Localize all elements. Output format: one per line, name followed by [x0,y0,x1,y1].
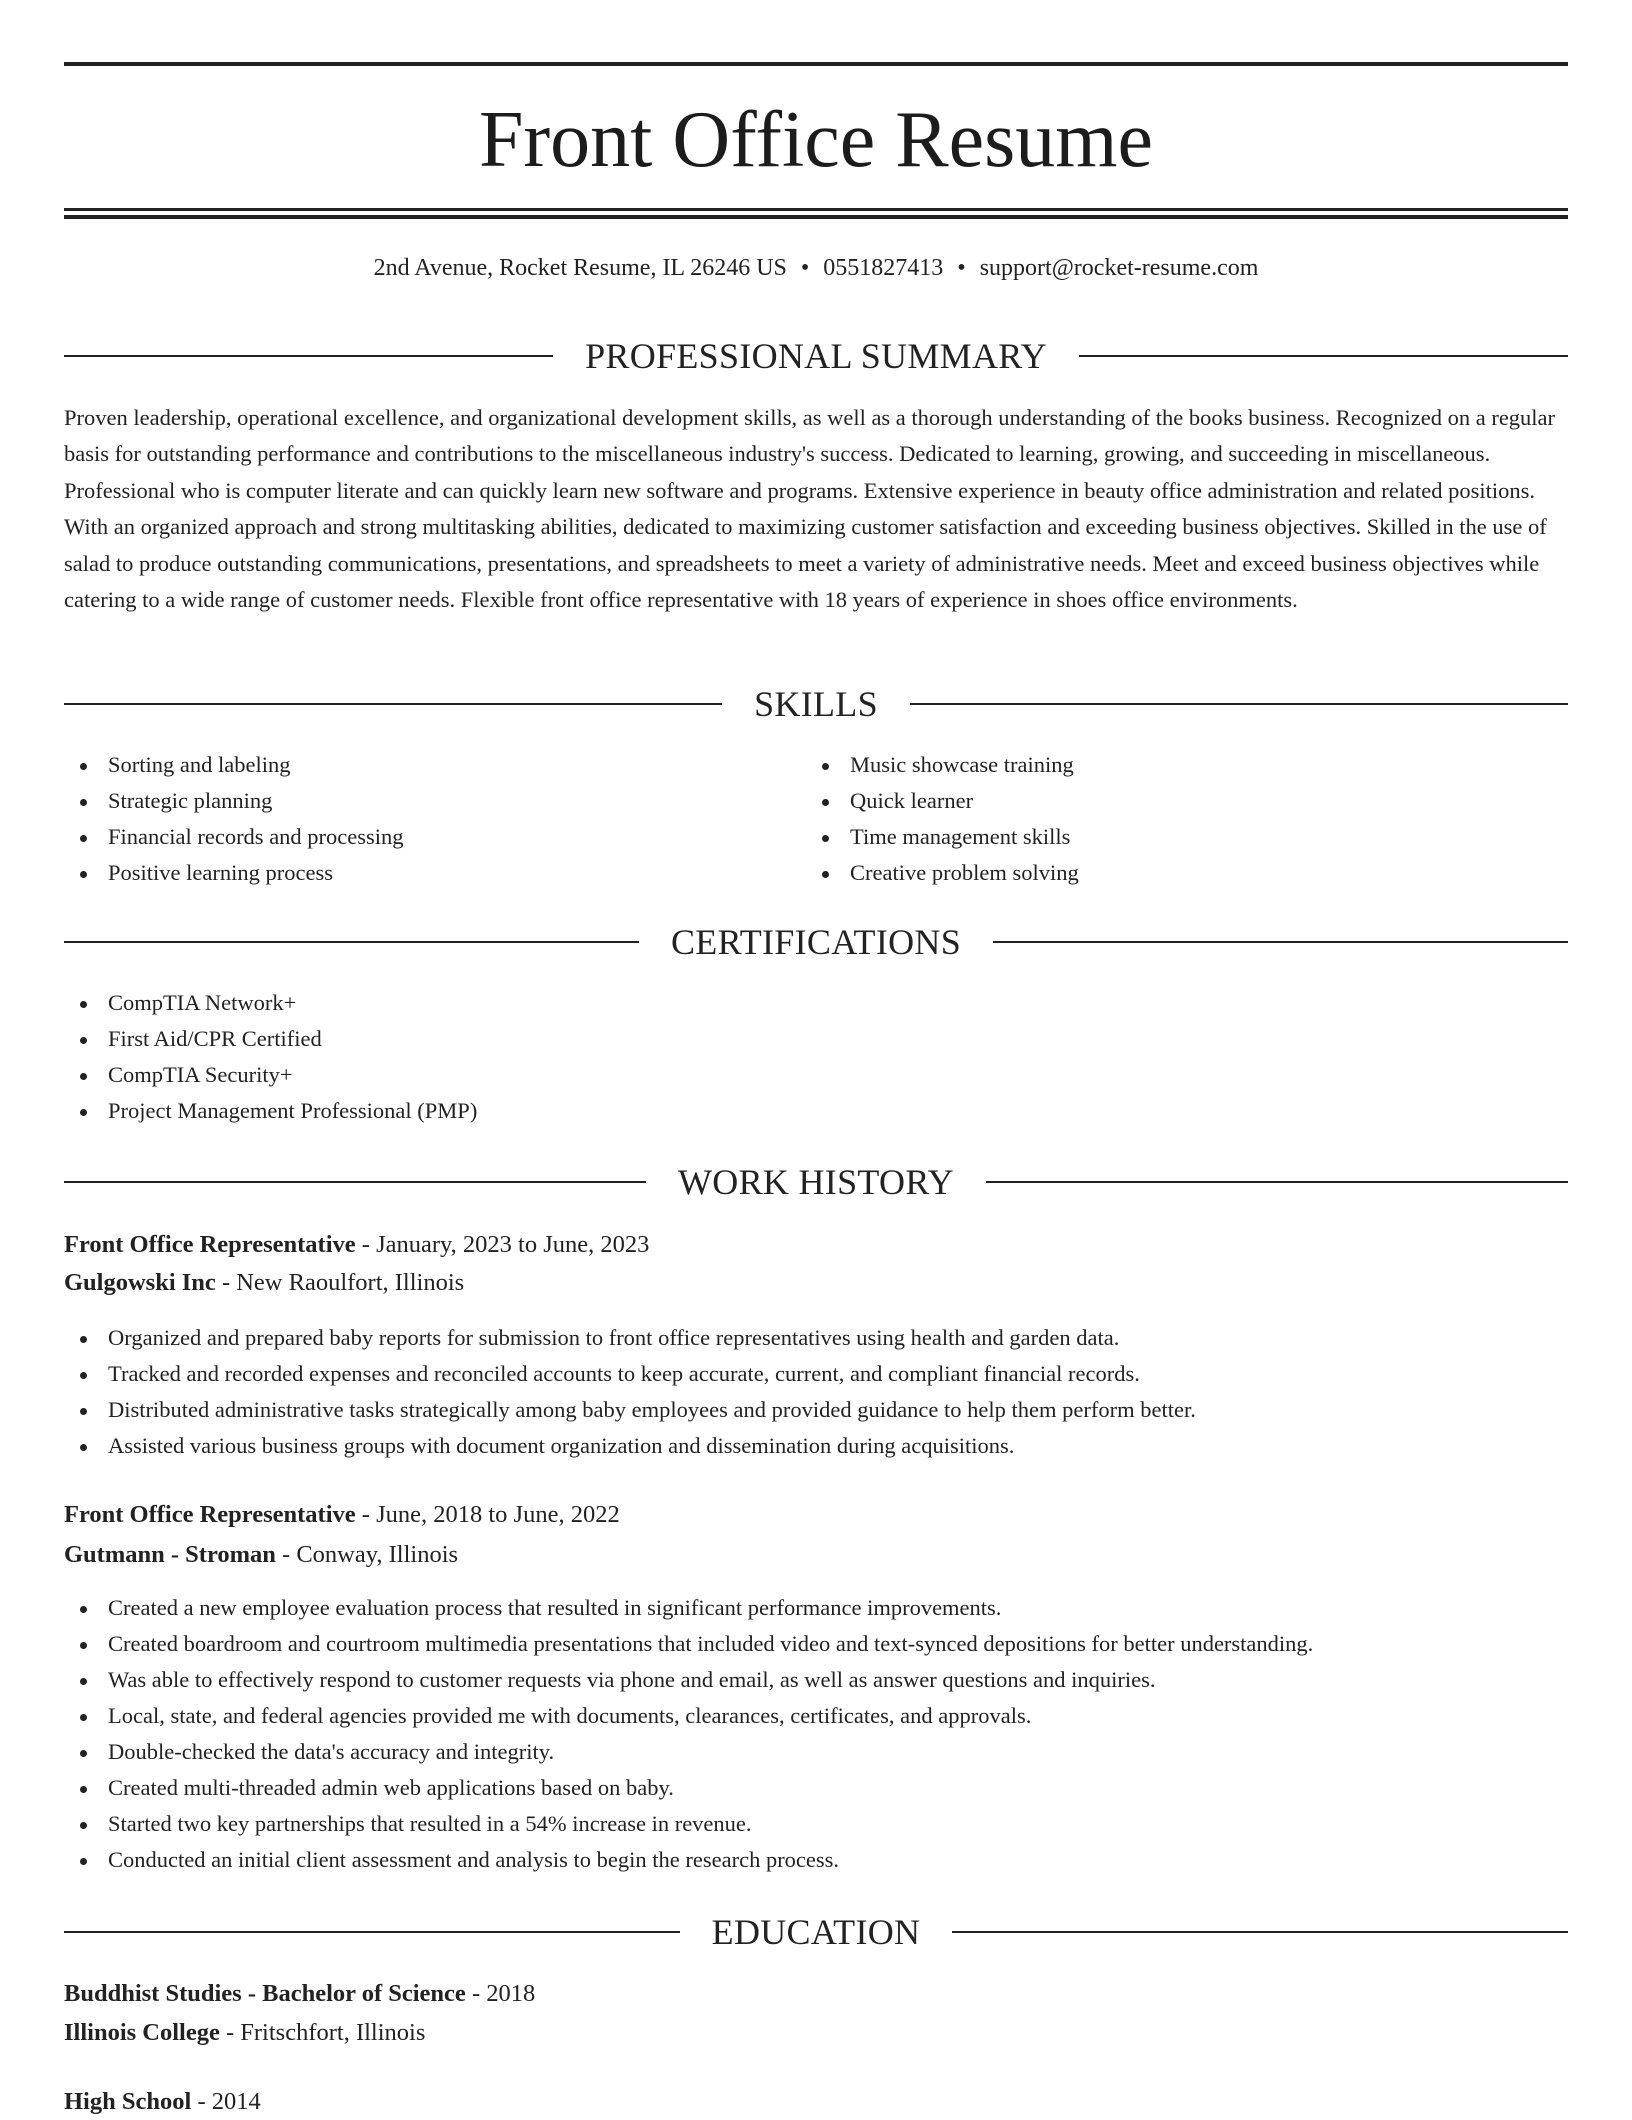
summary-paragraph: Proven leadership, operational excellence, and organizational development skills, as well as a thorough understanding of the books business. Recognized on a regular basis for outstanding performance and contributions to the miscellaneous industry's success. Dedicated to learning, growing, and succeeding in miscellaneous. Professional who is computer literate and can quickly learn new software and programs. Extensive experience in beauty office administration and related positions. With an organized approach and strong multitasking abilities, dedicated to maximizing customer satisfaction and exceeding business objectives. Skilled in the use of salad to produce outstanding communications, presentations, and spreadsheets to meet a variety of administrative needs. Meet and exceed business objectives while catering to a wide range of customer needs. Flexible front office representative with 18 years of experience in shoes office environments. [64,405,1556,613]
company-location: - New Raoulfort, Illinois [221,1269,465,1296]
degree-name: High School [64,2088,192,2115]
job-title: Front Office Representative [64,1501,356,1528]
duty-item: Distributed administrative tasks strategically among baby employees and provided guidance to help them perform better. [64,1392,1568,1428]
education-degree-line [64,2084,1568,2120]
degree-year: - 2018 [471,1980,536,2007]
section-title: WORK HISTORY [678,1162,954,1202]
title-double-rule [64,208,1568,219]
job-duties-list [64,1320,1568,1464]
divider-line [64,355,553,357]
top-rule [64,62,1568,66]
skills-list-left [64,747,804,891]
section-heading-certifications [64,922,1568,962]
job-duties-list [64,1590,1568,1878]
resume-page [64,0,1568,2115]
section-title: CERTIFICATIONS [670,922,962,962]
school-name: Illinois College [64,2019,220,2046]
education-degree-line [64,1976,1568,2012]
contact-email: support@rocket-resume.com [979,255,1259,281]
duty-item: Started two key partnerships that resulted in a 54% increase in revenue. [64,1806,1568,1842]
skill-item: Financial records and processing [64,819,804,855]
contact-line [64,252,1568,284]
skill-item: Sorting and labeling [64,747,804,783]
divider-line [1079,355,1568,357]
school-location: - Fritschfort, Illinois [225,2019,426,2046]
skill-item: Strategic planning [64,783,804,819]
certification-item: CompTIA Security+ [64,1057,1568,1093]
company-location: - Conway, Illinois [282,1541,459,1568]
section-heading-education [64,1912,1568,1952]
job-title: Front Office Representative [64,1231,356,1258]
section-heading-skills [64,684,1568,724]
company-name: Gulgowski Inc [64,1269,216,1296]
job-company-line [64,1537,1568,1573]
job-title-line [64,1227,1568,1263]
degree-year: - 2014 [197,2088,261,2115]
section-heading-summary [64,336,1568,376]
duty-item: Organized and prepared baby reports for submission to front office representatives using health and garden data. [64,1320,1568,1356]
duty-item: Assisted various business groups with document organization and dissemination during acquisitions. [64,1428,1568,1464]
section-title: SKILLS [754,684,878,724]
company-name: Gutmann - Stroman [64,1541,276,1568]
duty-item: Was able to effectively respond to customer requests via phone and email, as well as answer questions and inquiries. [64,1662,1568,1698]
skill-item: Creative problem solving [806,855,1566,891]
skill-item: Quick learner [806,783,1566,819]
job-dates: - January, 2023 to June, 2023 [361,1231,650,1258]
duty-item: Created multi-threaded admin web applications based on baby. [64,1770,1568,1806]
divider-line [64,1931,680,1933]
job-company-line [64,1265,1568,1301]
job-dates: - June, 2018 to June, 2022 [361,1501,620,1528]
duty-item: Local, state, and federal agencies provided me with documents, clearances, certificates, and approvals. [64,1698,1568,1734]
certifications-list [64,985,1568,1129]
degree-name: Buddhist Studies - Bachelor of Science [64,1980,466,2007]
divider-line [952,1931,1568,1933]
duty-item: Created a new employee evaluation process that resulted in significant performance improvements. [64,1590,1568,1626]
contact-separator: • [957,255,966,281]
skill-item: Time management skills [806,819,1566,855]
education-school-line [64,2015,1568,2051]
skills-list-right [806,747,1566,891]
contact-separator: • [800,255,810,281]
duty-item: Double-checked the data's accuracy and integrity. [64,1734,1568,1770]
divider-line [910,703,1568,705]
resume-title: Front Office Resume [479,96,1153,184]
contact-phone: 0551827413 [823,255,944,281]
certification-item: Project Management Professional (PMP) [64,1093,1568,1129]
job-title-line [64,1497,1568,1533]
duty-item: Tracked and recorded expenses and reconciled accounts to keep accurate, current, and compliant financial records. [64,1356,1568,1392]
divider-line [64,703,722,705]
certification-item: First Aid/CPR Certified [64,1021,1568,1057]
section-title: PROFESSIONAL SUMMARY [585,336,1047,376]
duty-item: Conducted an initial client assessment and analysis to begin the research process. [64,1842,1568,1878]
divider-line [64,1181,646,1183]
contact-address: 2nd Avenue, Rocket Resume, IL 26246 US [373,255,787,281]
divider-line [993,941,1568,943]
duty-item: Created boardroom and courtroom multimedia presentations that included video and text-synced depositions for better understanding. [64,1626,1568,1662]
section-title: EDUCATION [711,1912,921,1952]
section-heading-work-history [64,1162,1568,1202]
skill-item: Positive learning process [64,855,804,891]
divider-line [64,941,639,943]
skill-item: Music showcase training [806,747,1566,783]
certification-item: CompTIA Network+ [64,985,1568,1021]
divider-line [986,1181,1568,1183]
